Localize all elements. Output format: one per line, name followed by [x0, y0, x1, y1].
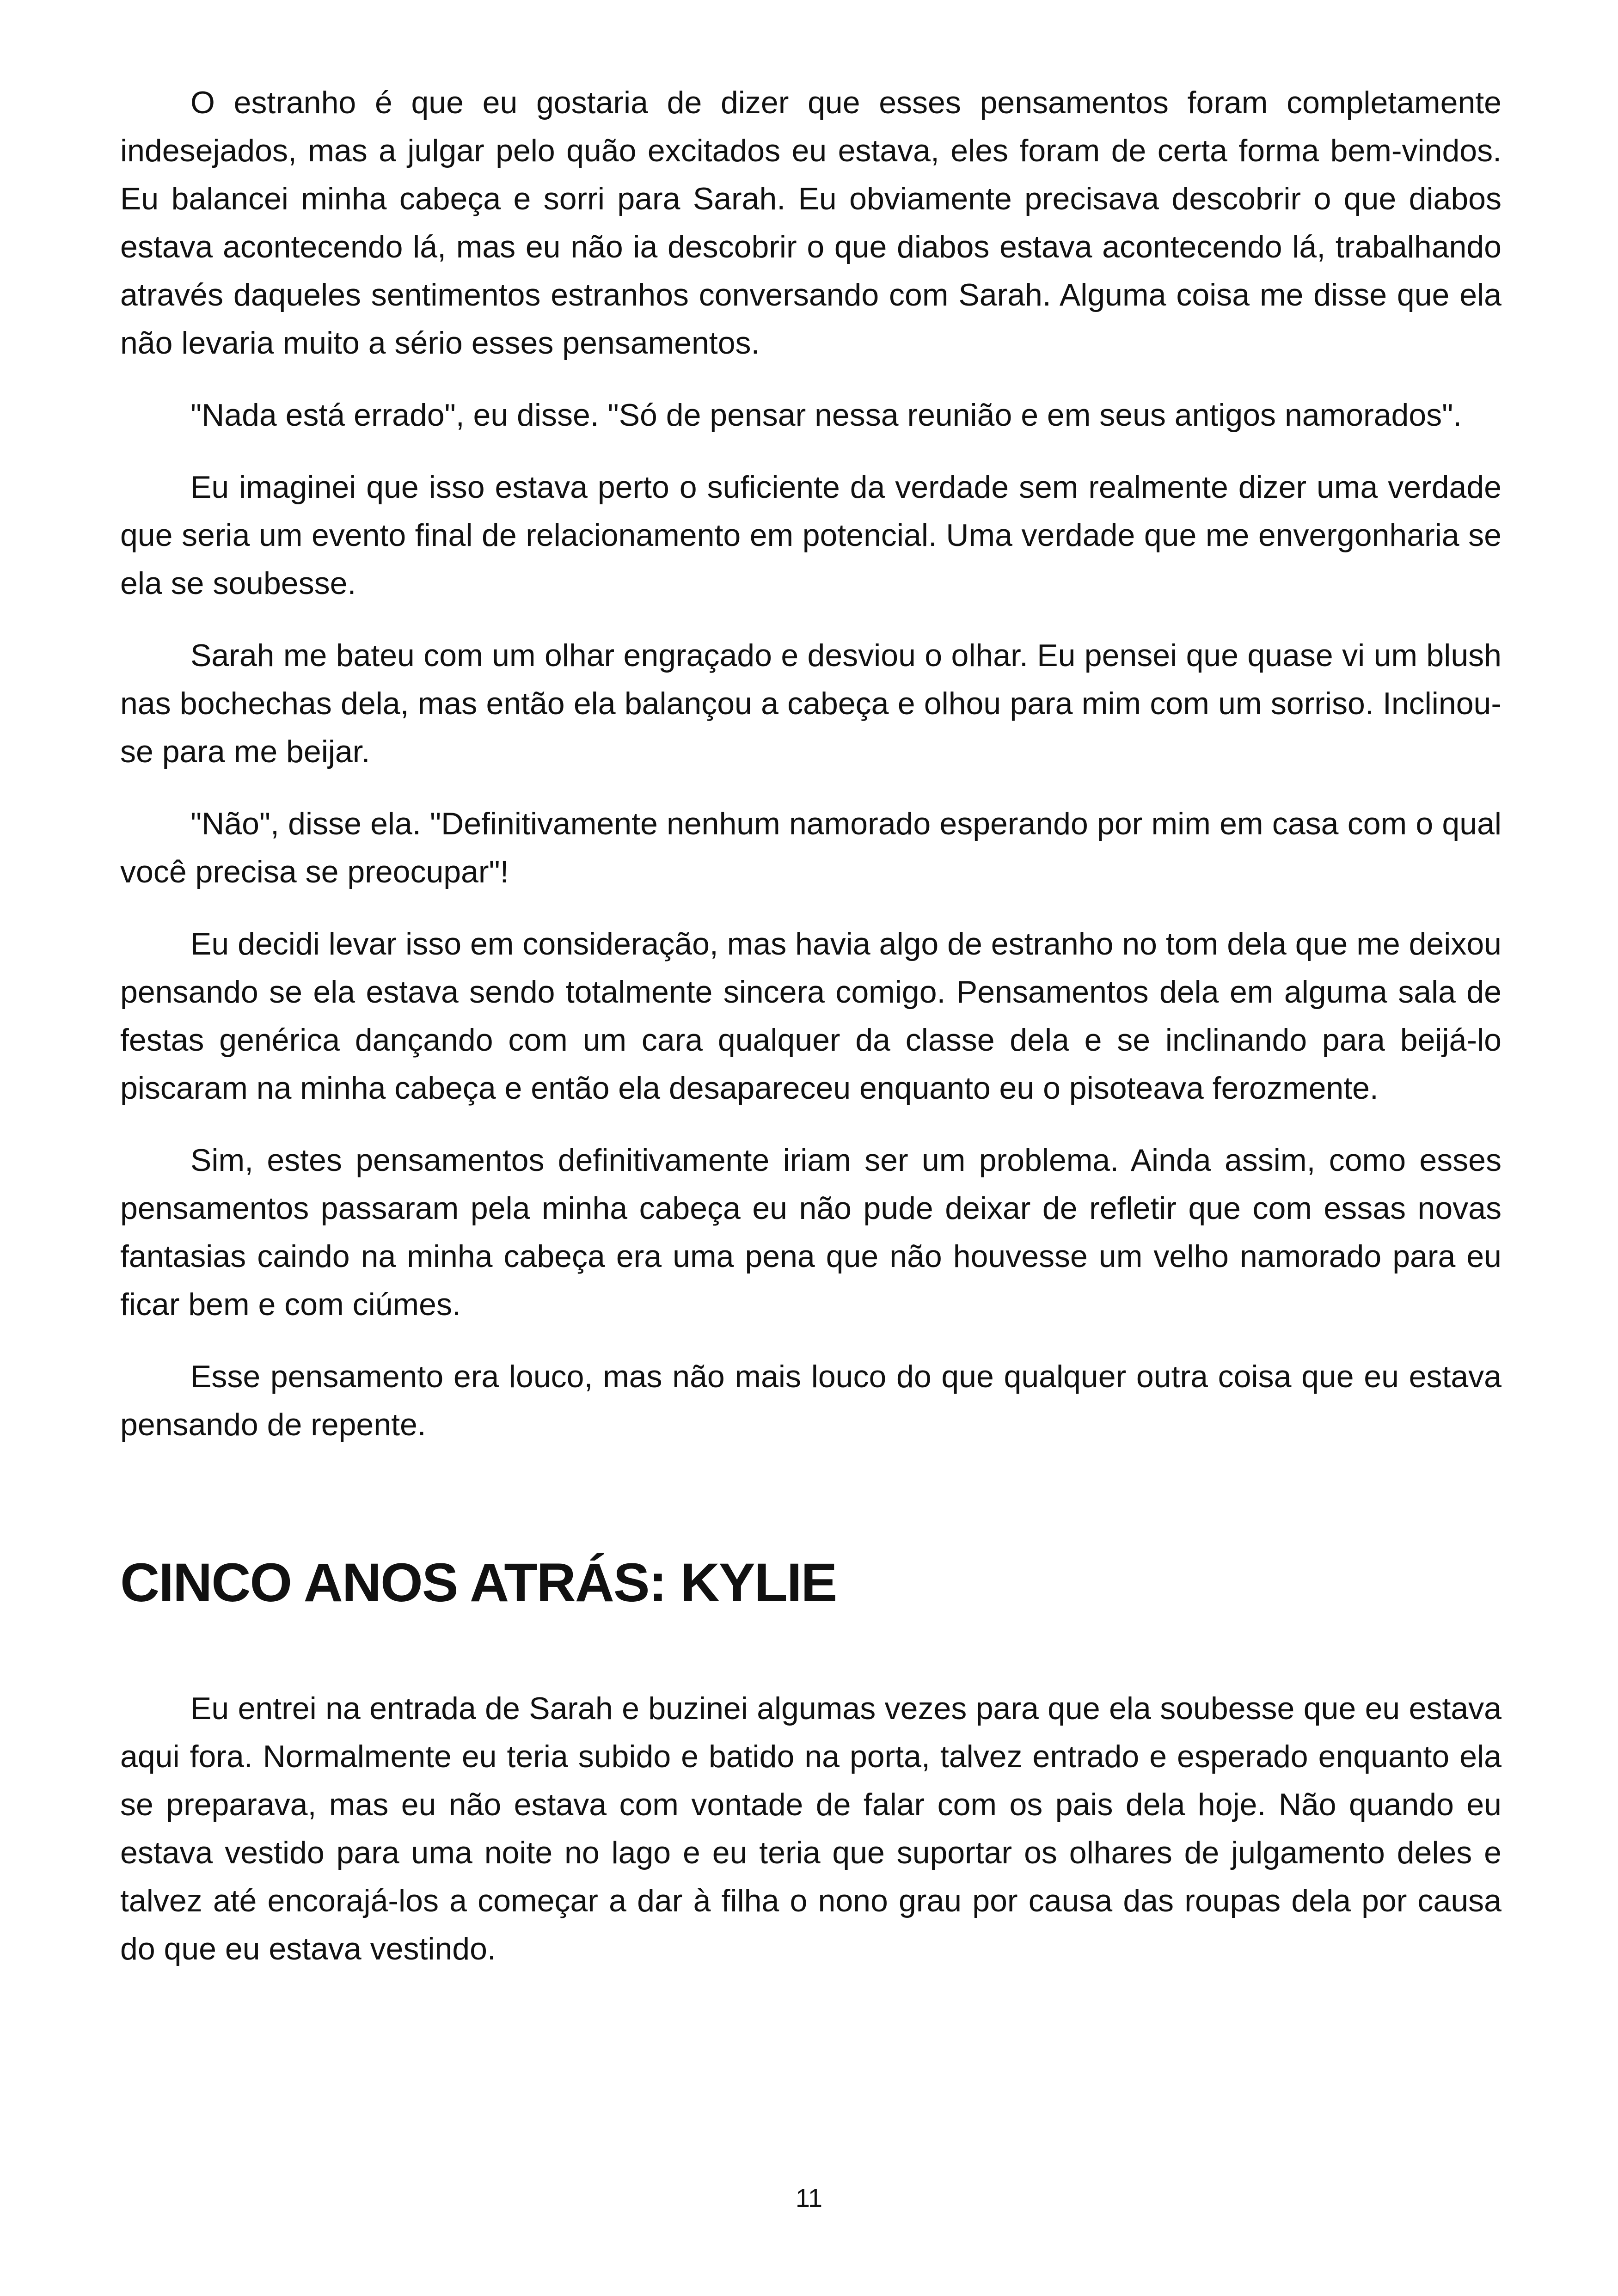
paragraph: Eu imaginei que isso estava perto o suficiente da verdade sem realmente dizer uma verdade que seria um evento final de relacionamento em potencial. Uma verdade que me envergonharia se ela se soubesse.: [120, 470, 1502, 601]
page-number: 11: [795, 2183, 823, 2212]
paragraph: Esse pensamento era louco, mas não mais louco do que qualquer outra coisa que eu estava pensando de repente.: [120, 1359, 1502, 1442]
paragraph: Eu entrei na entrada de Sarah e buzinei algumas vezes para que ela soubesse que eu estava aqui fora. Normalmente eu teria subido e batido na porta, talvez entrado e esperado enquanto ela se preparava, mas eu não estava com vontade de falar com os pais dela hoje. Não quando eu estava vestido para uma noite no lago e eu teria que suportar os olhares de julgamento deles e talvez até encorajá-los a começar a dar à filha o nono grau por causa das roupas dela por causa do que eu estava vestindo.: [120, 1691, 1502, 1966]
paragraph: Eu decidi levar isso em consideração, mas havia algo de estranho no tom dela que me deixou pensando se ela estava sendo totalmente sincera comigo. Pensamentos dela em alguma sala de festas genérica dançando com um cara qualquer da classe dela e se inclinando para beijá-lo piscaram na minha cabeça e então ela desapareceu enquanto eu o pisoteava ferozmente.: [120, 926, 1502, 1106]
paragraph: Sim, estes pensamentos definitivamente iriam ser um problema. Ainda assim, como esses pensamentos passaram pela minha cabeça eu não pude deixar de refletir que com essas novas fantasias caindo na minha cabeça era uma pena que não houvesse um velho namorado para eu ficar bem e com ciúmes.: [120, 1143, 1502, 1322]
paragraph: O estranho é que eu gostaria de dizer que esses pensamentos foram completamente indesejados, mas a julgar pelo quão excitados eu estava, eles foram de certa forma bem-vindos. Eu balancei minha cabeça e sorri para Sarah. Eu obviamente precisava descobrir o que diabos estava acontecendo lá, mas eu não ia descobrir o que diabos estava acontecendo lá, trabalhando através daqueles sentimentos estranhos conversando com Sarah. Alguma coisa me disse que ela não levaria muito a sério esses pensamentos.: [120, 85, 1502, 361]
paragraph: "Não", disse ela. "Definitivamente nenhum namorado esperando por mim em casa com o qual você precisa se preocupar"!: [120, 806, 1502, 889]
chapter-title: CINCO ANOS ATRÁS: KYLIE: [120, 1552, 837, 1613]
paragraph: "Nada está errado", eu disse. "Só de pensar nessa reunião e em seus antigos namorados".: [190, 398, 1462, 433]
paragraph: Sarah me bateu com um olhar engraçado e desviou o olhar. Eu pensei que quase vi um blush nas bochechas dela, mas então ela balançou a cabeça e olhou para mim com um sorriso. Inclinou-se para me beijar.: [120, 638, 1502, 769]
page-body: [120, 79, 1502, 1997]
